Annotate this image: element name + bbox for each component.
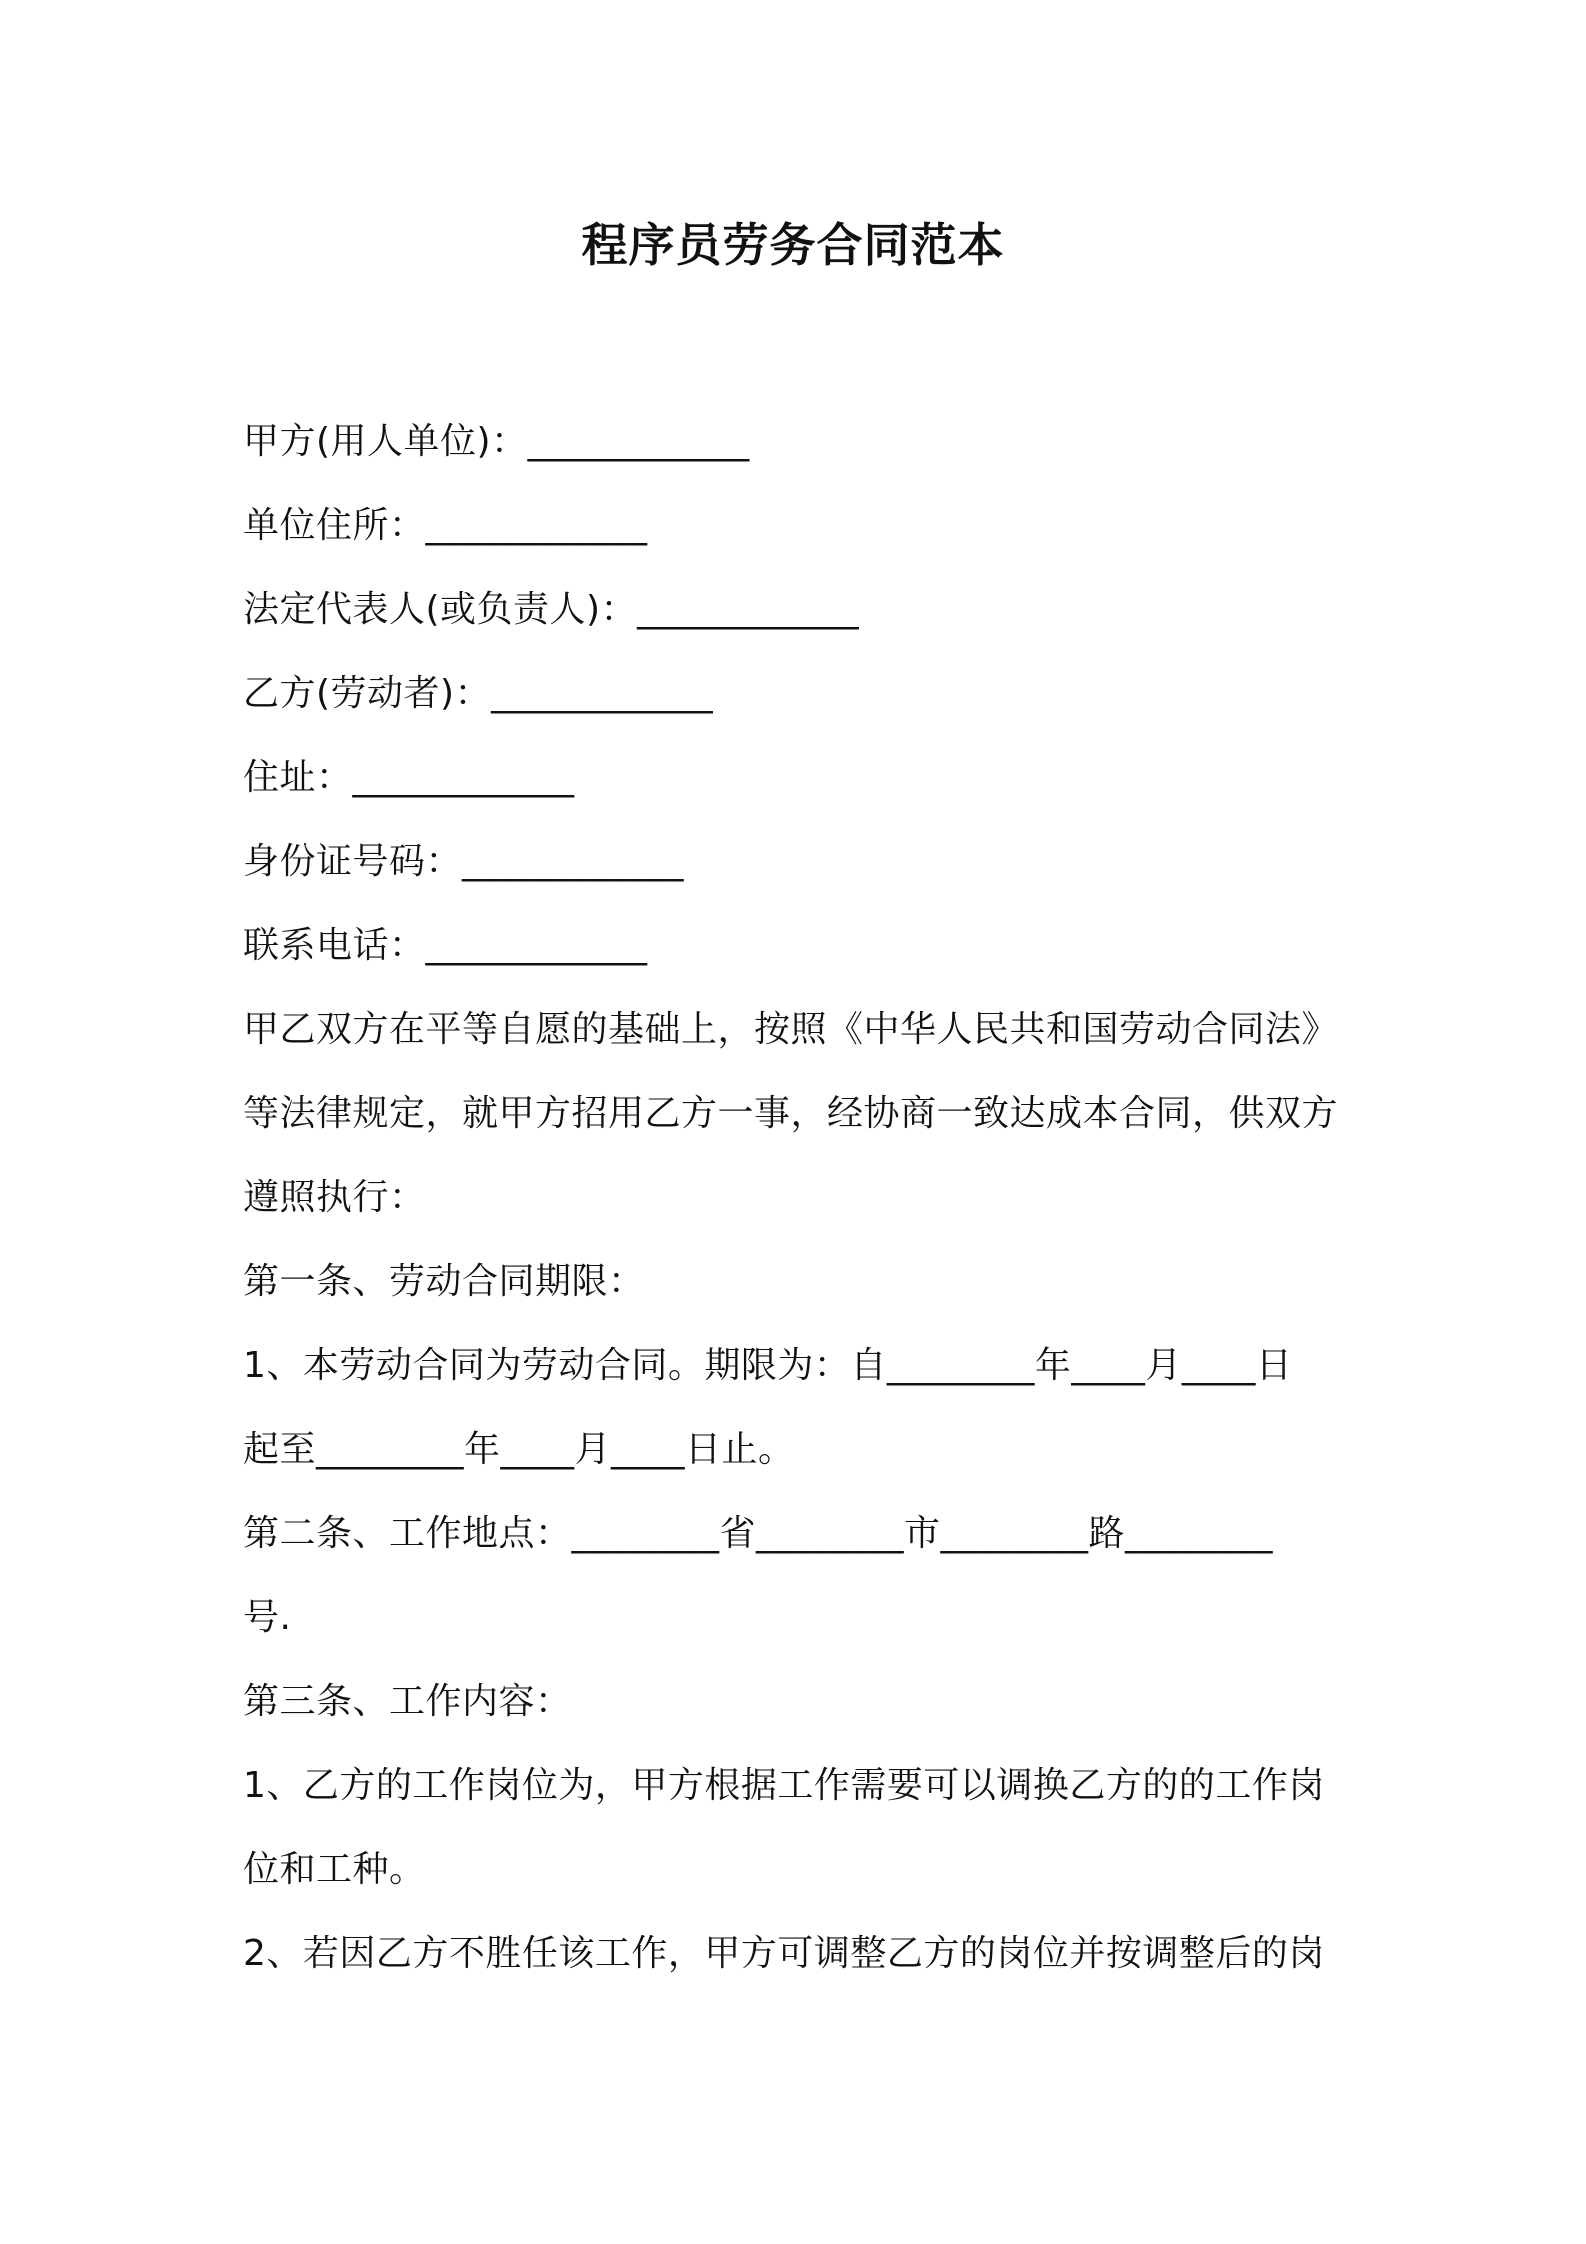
article-3-clause-2-line-1: 2、若因乙方不胜任该工作，甲方可调整乙方的岗位并按调整后的岗 bbox=[243, 1933, 1325, 1974]
article-1-heading: 第一条、劳动合同期限： bbox=[243, 1261, 645, 1302]
document-title: 程序员劳务合同范本 bbox=[581, 218, 1005, 272]
article-3-heading: 第三条、工作内容： bbox=[243, 1681, 572, 1722]
article-2-line-1: 第二条、工作地点：________省________市________路________ bbox=[243, 1513, 1274, 1554]
phone-line: 联系电话：____________ bbox=[243, 925, 648, 966]
contract-body bbox=[243, 400, 1355, 1996]
employer-address-line: 单位住所：____________ bbox=[243, 505, 648, 546]
legal-representative-line: 法定代表人(或负责人)：____________ bbox=[243, 589, 860, 630]
preamble-line-2: 等法律规定，就甲方招用乙方一事，经协商一致达成本合同，供双方 bbox=[243, 1093, 1339, 1134]
article-1-clause-1-line-1: 1、本劳动合同为劳动合同。期限为：自________年____月____日 bbox=[243, 1345, 1293, 1386]
article-2-line-2: 号. bbox=[243, 1597, 292, 1638]
party-a-employer-line: 甲方(用人单位)：____________ bbox=[243, 421, 750, 462]
article-3-clause-1-line-2: 位和工种。 bbox=[243, 1849, 426, 1890]
worker-address-line: 住址：____________ bbox=[243, 757, 575, 798]
preamble-line-1: 甲乙双方在平等自愿的基础上，按照《中华人民共和国劳动合同法》 bbox=[243, 1009, 1339, 1050]
preamble-line-3: 遵照执行： bbox=[243, 1177, 426, 1218]
party-b-worker-line: 乙方(劳动者)：____________ bbox=[243, 673, 714, 714]
article-1-clause-1-line-2: 起至________年____月____日止。 bbox=[243, 1429, 795, 1470]
article-3-clause-1-line-1: 1、乙方的工作岗位为，甲方根据工作需要可以调换乙方的的工作岗 bbox=[243, 1765, 1325, 1806]
id-number-line: 身份证号码：____________ bbox=[243, 841, 685, 882]
